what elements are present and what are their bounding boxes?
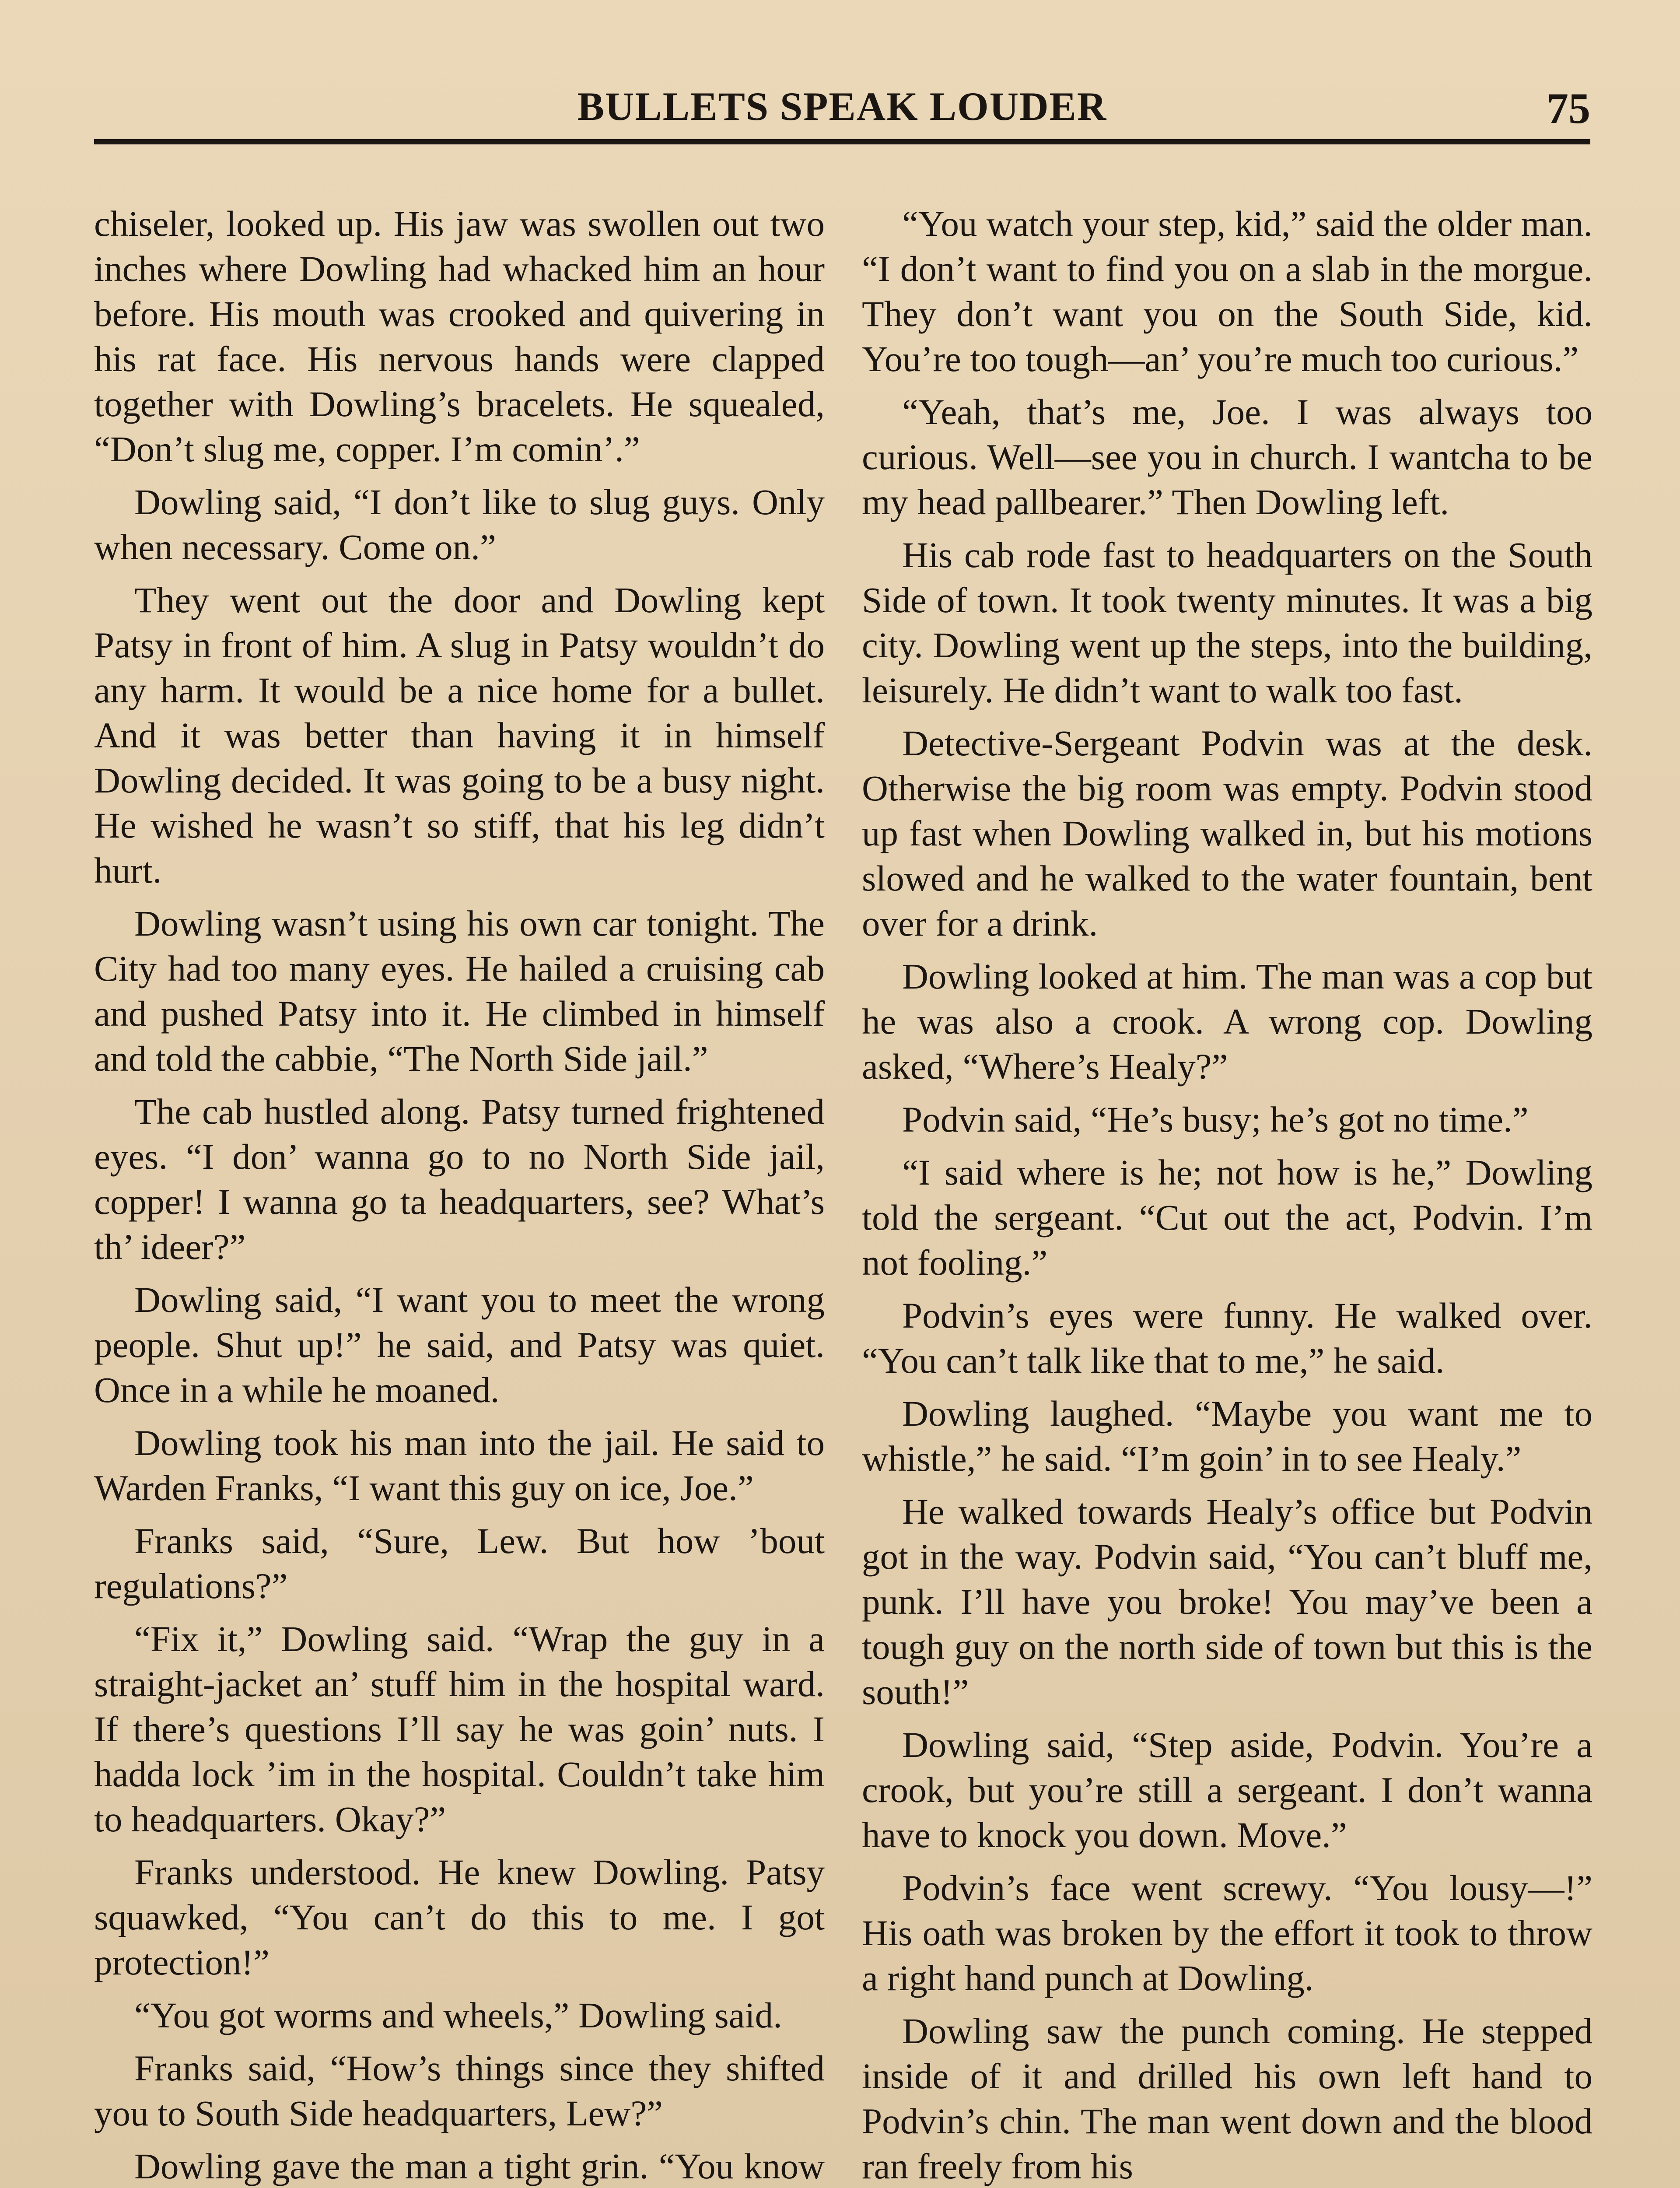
paragraph: Franks understood. He knew Dowling. Patsy squawked, “You can’t do this to me. I got protection!” [94, 1852, 825, 1982]
header-rule [94, 139, 1590, 144]
paragraph: Dowling said, “I want you to meet the wrong people. Shut up!” he said, and Patsy was quiet. Once in a while he moaned. [94, 1280, 825, 1410]
paragraph: Franks said, “Sure, Lew. But how ’bout regulations?” [94, 1521, 825, 1606]
paragraph: Podvin’s face went screwy. “You lousy—!” His oath was broken by the effort it took to throw a right hand punch at Dowling. [862, 1868, 1592, 1998]
paragraph: Podvin’s eyes were funny. He walked over. “You can’t talk like that to me,” he said. [862, 1295, 1592, 1381]
paragraph: Dowling gave the man a tight grin. “You know [134, 2146, 825, 2186]
paragraph: Franks said, “How’s things since they shifted you to South Side headquarters, Lew?” [94, 2048, 825, 2133]
left-column [94, 201, 825, 2188]
paragraph: They went out the door and Dowling kept Patsy in front of him. A slug in Patsy wouldn’t do any harm. It would be a nice home for a bullet. And it was better than having it in himself Dowling decided. It was going to be a busy night. He wished he wasn’t so stiff, that his leg didn’t hurt. [94, 580, 825, 891]
page-number: 75 [1547, 84, 1590, 133]
paragraph: “Yeah, that’s me, Joe. I was always too curious. Well—see you in church. I wantcha to be my head pallbearer.” Then Dowling left. [862, 392, 1592, 522]
paragraph: Dowling said, “Step aside, Podvin. You’re a crook, but you’re still a sergeant. I don’t wanna have to knock you down. Move.” [862, 1725, 1592, 1855]
paragraph: His cab rode fast to headquarters on the South Side of town. It took twenty minutes. It was a big city. Dowling went up the steps, into the building, leisurely. He didn’t want to walk too fast. [862, 535, 1592, 710]
paragraph: Dowling wasn’t using his own car tonight. The City had too many eyes. He hailed a cruising cab and pushed Patsy into it. He climbed in himself and told the cabbie, “The North Side jail.” [94, 903, 825, 1079]
paragraph: Dowling said, “I don’t like to slug guys. Only when necessary. Come on.” [94, 482, 825, 567]
paragraph: Podvin said, “He’s busy; he’s got no time.” [902, 1099, 1529, 1140]
paragraph: Dowling looked at him. The man was a cop but he was also a crook. A wrong cop. Dowling asked, “Where’s Healy?” [862, 956, 1592, 1087]
page-header [94, 83, 1590, 136]
paragraph: chiseler, looked up. His jaw was swollen out two inches where Dowling had whacked him an hour before. His mouth was crooked and quivering in his rat face. His nervous hands were clapped together with Dowling’s bracelets. He squealed, “Don’t slug me, copper. I’m comin’.” [94, 203, 825, 469]
paragraph: Dowling took his man into the jail. He said to Warden Franks, “I want this guy on ice, Joe.” [94, 1423, 825, 1508]
paragraph: He walked towards Healy’s office but Podvin got in the way. Podvin said, “You can’t bluff me, punk. I’ll have you broke! You may’ve been a tough guy on the north side of town but this is the south!” [862, 1491, 1592, 1712]
paragraph: “I said where is he; not how is he,” Dowling told the sergeant. “Cut out the act, Podvin. I’m not fooling.” [862, 1152, 1592, 1283]
running-head: BULLETS SPEAK LOUDER [577, 84, 1107, 129]
paragraph: Dowling saw the punch coming. He stepped inside of it and drilled his own left hand to Podvin’s chin. The man went down and the blood ran freely from his [862, 2011, 1592, 2186]
paragraph: Dowling laughed. “Maybe you want me to whistle,” he said. “I’m goin’ in to see Healy.” [862, 1393, 1592, 1479]
paragraph: “Fix it,” Dowling said. “Wrap the guy in a straight-jacket an’ stuff him in the hospital ward. If there’s questions I’ll say he was goin’ nuts. I hadda lock ’im in the hospital. Couldn’t take him to headquarters. Okay?” [94, 1619, 825, 1839]
paragraph: “You watch your step, kid,” said the older man. “I don’t want to find you on a slab in the morgue. They don’t want you on the South Side, kid. You’re too tough—an’ you’re much too curious.” [862, 203, 1592, 379]
paragraph: Detective-Sergeant Podvin was at the desk. Otherwise the big room was empty. Podvin stood up fast when Dowling walked in, but his motions slowed and he walked to the water fountain, bent over for a drink. [862, 723, 1592, 943]
paragraph: “You got worms and wheels,” Dowling said. [134, 1995, 782, 2035]
right-column [862, 201, 1592, 2188]
paragraph: The cab hustled along. Patsy turned frightened eyes. “I don’ wanna go to no North Side jail, copper! I wanna go ta headquarters, see? What’s th’ ideer?” [94, 1091, 825, 1267]
